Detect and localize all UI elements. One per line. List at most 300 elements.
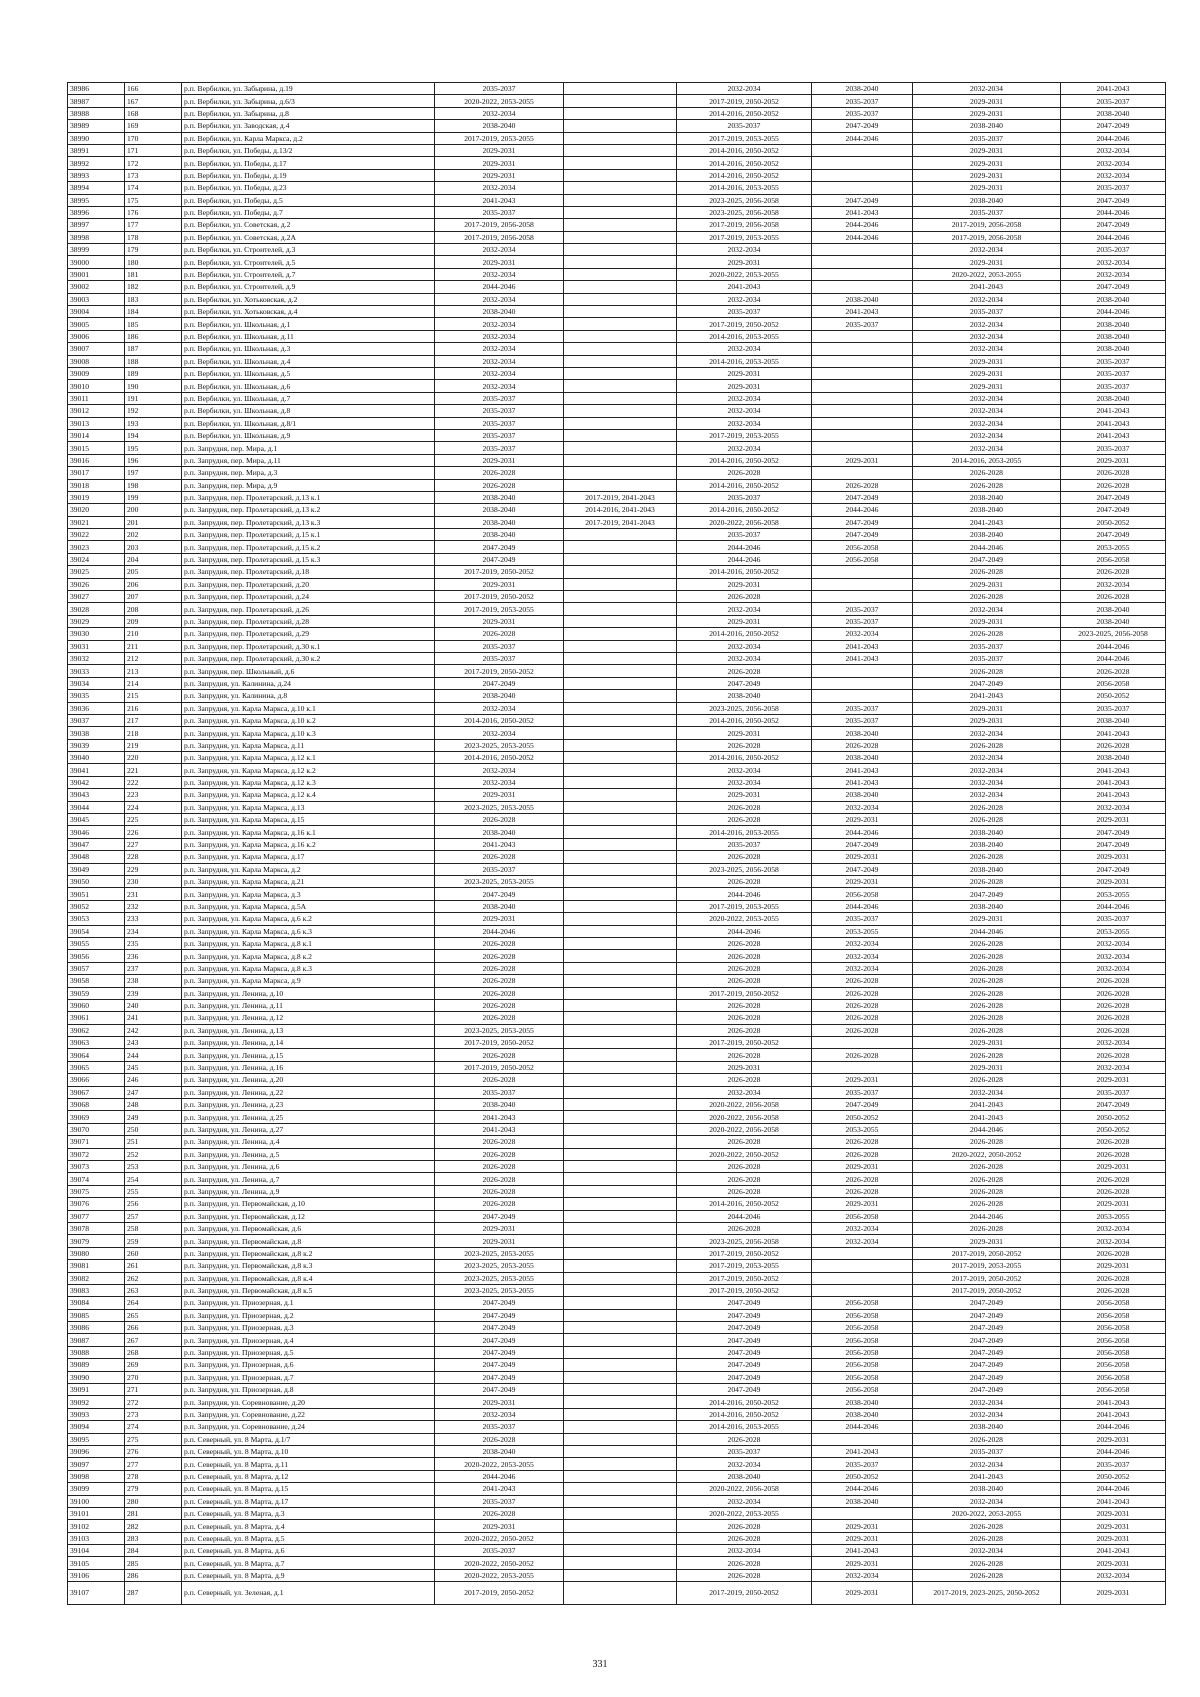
period-col-3-cell: 2026-2028 <box>677 937 812 949</box>
period-col-2-cell <box>564 1198 677 1210</box>
period-col-3-cell: 2035-2037 <box>677 529 812 541</box>
address-cell: р.п. Запрудня, ул. Ленина, д.11 <box>182 999 435 1011</box>
period-col-1-cell: 2041-2043 <box>435 1483 564 1495</box>
period-col-3-cell: 2014-2016, 2050-2052 <box>677 479 812 491</box>
period-col-3-cell: 2023-2025, 2056-2058 <box>677 863 812 875</box>
record-id-cell: 39008 <box>68 355 125 367</box>
address-cell: р.п. Запрудня, пер. Пролетарский, д.13 к.1 <box>182 491 435 503</box>
period-col-5-cell: 2026-2028 <box>913 1557 1061 1569</box>
period-col-2-cell <box>564 169 677 181</box>
address-cell: р.п. Запрудня, пер. Школьный, д.6 <box>182 665 435 677</box>
record-id-cell: 39061 <box>68 1012 125 1024</box>
address-cell: р.п. Запрудня, пер. Пролетарский, д.29 <box>182 628 435 640</box>
period-col-5-cell: 2038-2040 <box>913 863 1061 875</box>
period-col-6-cell: 2026-2028 <box>1061 566 1166 578</box>
period-col-5-cell: 2029-2031 <box>913 615 1061 627</box>
period-col-6-cell: 2029-2031 <box>1061 814 1166 826</box>
period-col-5-cell: 2029-2031 <box>913 157 1061 169</box>
record-id-cell: 39020 <box>68 504 125 516</box>
period-col-6-cell: 2035-2037 <box>1061 913 1166 925</box>
period-col-4-cell: 2029-2031 <box>812 851 913 863</box>
period-col-1-cell: 2044-2046 <box>435 281 564 293</box>
period-col-4-cell: 2026-2028 <box>812 1012 913 1024</box>
period-col-4-cell <box>812 1260 913 1272</box>
period-col-5-cell: 2038-2040 <box>913 1483 1061 1495</box>
period-col-1-cell: 2035-2037 <box>435 83 564 95</box>
period-col-6-cell: 2035-2037 <box>1061 380 1166 392</box>
period-col-4-cell: 2038-2040 <box>812 752 913 764</box>
record-id-cell: 39019 <box>68 491 125 503</box>
row-number-cell: 197 <box>125 467 182 479</box>
period-col-5-cell: 2047-2049 <box>913 1371 1061 1383</box>
record-id-cell: 39063 <box>68 1037 125 1049</box>
record-id-cell: 39080 <box>68 1247 125 1259</box>
period-col-2-cell <box>564 1272 677 1284</box>
period-col-1-cell: 2020-2022, 2050-2052 <box>435 1532 564 1544</box>
period-col-6-cell: 2032-2034 <box>1061 950 1166 962</box>
period-col-1-cell: 2026-2028 <box>435 814 564 826</box>
row-number-cell: 195 <box>125 442 182 454</box>
record-id-cell: 39034 <box>68 677 125 689</box>
period-col-1-cell: 2026-2028 <box>435 1507 564 1519</box>
period-col-5-cell: 2017-2019, 2050-2052 <box>913 1272 1061 1284</box>
period-col-4-cell: 2056-2058 <box>812 553 913 565</box>
table-row <box>68 429 1166 441</box>
row-number-cell: 280 <box>125 1495 182 1507</box>
period-col-6-cell: 2047-2049 <box>1061 838 1166 850</box>
period-col-1-cell: 2029-2031 <box>435 454 564 466</box>
period-col-5-cell: 2029-2031 <box>913 380 1061 392</box>
period-col-3-cell: 2032-2034 <box>677 392 812 404</box>
table-row <box>68 132 1166 144</box>
row-number-cell: 201 <box>125 516 182 528</box>
address-cell: р.п. Вербилки, ул. Карла Маркса, д.2 <box>182 132 435 144</box>
period-col-5-cell: 2032-2034 <box>913 330 1061 342</box>
period-col-6-cell: 2038-2040 <box>1061 343 1166 355</box>
period-col-1-cell: 2047-2049 <box>435 677 564 689</box>
period-col-3-cell: 2029-2031 <box>677 367 812 379</box>
address-cell: р.п. Вербилки, ул. Советская, д.2А <box>182 231 435 243</box>
period-col-1-cell: 2041-2043 <box>435 1123 564 1135</box>
period-col-1-cell: 2035-2037 <box>435 863 564 875</box>
period-col-1-cell: 2029-2031 <box>435 578 564 590</box>
period-col-4-cell: 2041-2043 <box>812 764 913 776</box>
address-cell: р.п. Северный, ул. 8 Марта, д.12 <box>182 1470 435 1482</box>
period-col-5-cell: 2038-2040 <box>913 491 1061 503</box>
period-col-5-cell: 2041-2043 <box>913 1470 1061 1482</box>
period-col-3-cell: 2038-2040 <box>677 1470 812 1482</box>
period-col-2-cell <box>564 1507 677 1519</box>
period-col-3-cell: 2026-2028 <box>677 1433 812 1445</box>
period-col-1-cell: 2032-2034 <box>435 182 564 194</box>
address-cell: р.п. Запрудня, ул. Ленина, д.5 <box>182 1148 435 1160</box>
period-col-4-cell <box>812 591 913 603</box>
period-col-2-cell <box>564 1483 677 1495</box>
table-row <box>68 504 1166 516</box>
record-id-cell: 39043 <box>68 789 125 801</box>
address-cell: р.п. Вербилки, ул. Победы, д.5 <box>182 194 435 206</box>
period-col-1-cell: 2047-2049 <box>435 553 564 565</box>
period-col-2-cell <box>564 120 677 132</box>
schedule-table-container <box>67 82 1148 1605</box>
period-col-1-cell: 2029-2031 <box>435 789 564 801</box>
row-number-cell: 169 <box>125 120 182 132</box>
period-col-4-cell: 2026-2028 <box>812 1049 913 1061</box>
period-col-1-cell: 2035-2037 <box>435 1421 564 1433</box>
period-col-1-cell: 2047-2049 <box>435 1297 564 1309</box>
row-number-cell: 254 <box>125 1173 182 1185</box>
record-id-cell: 39105 <box>68 1557 125 1569</box>
row-number-cell: 208 <box>125 603 182 615</box>
record-id-cell: 39025 <box>68 566 125 578</box>
table-row <box>68 1024 1166 1036</box>
record-id-cell: 39002 <box>68 281 125 293</box>
period-col-4-cell: 2029-2031 <box>812 1520 913 1532</box>
period-col-4-cell: 2032-2034 <box>812 1569 913 1581</box>
period-col-3-cell: 2017-2019, 2050-2052 <box>677 1247 812 1259</box>
address-cell: р.п. Запрудня, ул. Карла Маркса, д.9 <box>182 975 435 987</box>
period-col-5-cell: 2032-2034 <box>913 392 1061 404</box>
period-col-6-cell: 2056-2058 <box>1061 1322 1166 1334</box>
period-col-3-cell: 2014-2016, 2050-2052 <box>677 107 812 119</box>
period-col-1-cell: 2038-2040 <box>435 900 564 912</box>
period-col-6-cell: 2026-2028 <box>1061 665 1166 677</box>
table-row <box>68 194 1166 206</box>
period-col-1-cell: 2038-2040 <box>435 1445 564 1457</box>
address-cell: р.п. Запрудня, ул. Первомайская, д.8 <box>182 1235 435 1247</box>
table-row <box>68 1507 1166 1519</box>
address-cell: р.п. Запрудня, ул. Ленина, д.13 <box>182 1024 435 1036</box>
period-col-4-cell: 2029-2031 <box>812 1557 913 1569</box>
record-id-cell: 39091 <box>68 1384 125 1396</box>
period-col-6-cell: 2029-2031 <box>1061 1160 1166 1172</box>
period-col-5-cell: 2029-2031 <box>913 256 1061 268</box>
table-row <box>68 454 1166 466</box>
period-col-2-cell <box>564 318 677 330</box>
period-col-1-cell: 2035-2037 <box>435 429 564 441</box>
period-col-3-cell: 2044-2046 <box>677 553 812 565</box>
period-col-5-cell: 2047-2049 <box>913 1359 1061 1371</box>
period-col-3-cell: 2038-2040 <box>677 690 812 702</box>
row-number-cell: 269 <box>125 1359 182 1371</box>
address-cell: р.п. Запрудня, пер. Пролетарский, д.24 <box>182 591 435 603</box>
period-col-3-cell: 2026-2028 <box>677 1024 812 1036</box>
period-col-1-cell: 2026-2028 <box>435 467 564 479</box>
period-col-5-cell: 2026-2028 <box>913 1173 1061 1185</box>
period-col-1-cell: 2032-2034 <box>435 293 564 305</box>
table-row <box>68 467 1166 479</box>
period-col-1-cell: 2032-2034 <box>435 380 564 392</box>
address-cell: р.п. Запрудня, ул. Карла Маркса, д.5А <box>182 900 435 912</box>
record-id-cell: 39012 <box>68 405 125 417</box>
row-number-cell: 199 <box>125 491 182 503</box>
record-id-cell: 39085 <box>68 1309 125 1321</box>
period-col-4-cell: 2041-2043 <box>812 640 913 652</box>
period-col-6-cell: 2050-2052 <box>1061 1123 1166 1135</box>
record-id-cell: 39086 <box>68 1322 125 1334</box>
period-col-4-cell: 2029-2031 <box>812 876 913 888</box>
row-number-cell: 205 <box>125 566 182 578</box>
address-cell: р.п. Северный, ул. 8 Марта, д.9 <box>182 1569 435 1581</box>
address-cell: р.п. Запрудня, ул. Ленина, д.27 <box>182 1123 435 1135</box>
row-number-cell: 191 <box>125 392 182 404</box>
address-cell: р.п. Запрудня, ул. Приозерная, д.2 <box>182 1309 435 1321</box>
address-cell: р.п. Вербилки, ул. Хотьковская, д.2 <box>182 293 435 305</box>
address-cell: р.п. Вербилки, ул. Победы, д.23 <box>182 182 435 194</box>
table-row <box>68 219 1166 231</box>
row-number-cell: 286 <box>125 1569 182 1581</box>
period-col-2-cell <box>564 851 677 863</box>
period-col-3-cell: 2032-2034 <box>677 343 812 355</box>
address-cell: р.п. Запрудня, ул. Карла Маркса, д.13 <box>182 801 435 813</box>
period-col-3-cell: 2014-2016, 2050-2052 <box>677 1198 812 1210</box>
period-col-6-cell: 2035-2037 <box>1061 355 1166 367</box>
address-cell: р.п. Запрудня, ул. Ленина, д.25 <box>182 1111 435 1123</box>
period-col-3-cell: 2029-2031 <box>677 380 812 392</box>
period-col-2-cell <box>564 752 677 764</box>
period-col-6-cell: 2056-2058 <box>1061 1384 1166 1396</box>
period-col-6-cell: 2047-2049 <box>1061 194 1166 206</box>
period-col-5-cell: 2047-2049 <box>913 553 1061 565</box>
period-col-5-cell: 2038-2040 <box>913 1421 1061 1433</box>
period-col-5-cell: 2029-2031 <box>913 107 1061 119</box>
period-col-4-cell: 2044-2046 <box>812 504 913 516</box>
period-col-3-cell: 2035-2037 <box>677 491 812 503</box>
page-number: 331 <box>592 1659 608 1670</box>
record-id-cell: 39079 <box>68 1235 125 1247</box>
table-row <box>68 1297 1166 1309</box>
period-col-4-cell: 2038-2040 <box>812 1408 913 1420</box>
table-row <box>68 1148 1166 1160</box>
period-col-6-cell: 2023-2025, 2056-2058 <box>1061 628 1166 640</box>
period-col-2-cell <box>564 293 677 305</box>
period-col-6-cell: 2026-2028 <box>1061 1272 1166 1284</box>
row-number-cell: 174 <box>125 182 182 194</box>
period-col-2-cell <box>564 937 677 949</box>
period-col-1-cell: 2032-2034 <box>435 727 564 739</box>
record-id-cell: 38998 <box>68 231 125 243</box>
period-col-2-cell <box>564 1160 677 1172</box>
period-col-3-cell: 2014-2016, 2053-2055 <box>677 330 812 342</box>
period-col-5-cell: 2026-2028 <box>913 591 1061 603</box>
period-col-4-cell: 2035-2037 <box>812 95 913 107</box>
period-col-5-cell: 2026-2028 <box>913 1532 1061 1544</box>
row-number-cell: 177 <box>125 219 182 231</box>
period-col-4-cell: 2026-2028 <box>812 479 913 491</box>
table-row <box>68 281 1166 293</box>
table-row <box>68 652 1166 664</box>
address-cell: р.п. Запрудня, ул. Карла Маркса, д.15 <box>182 814 435 826</box>
period-col-2-cell <box>564 467 677 479</box>
row-number-cell: 215 <box>125 690 182 702</box>
table-row <box>68 206 1166 218</box>
period-col-5-cell: 2026-2028 <box>913 1198 1061 1210</box>
period-col-4-cell <box>812 169 913 181</box>
address-cell: р.п. Вербилки, ул. Школьная, д.7 <box>182 392 435 404</box>
period-col-2-cell <box>564 1458 677 1470</box>
period-col-2-cell <box>564 429 677 441</box>
period-col-4-cell: 2056-2058 <box>812 1359 913 1371</box>
table-row <box>68 1136 1166 1148</box>
period-col-2-cell <box>564 702 677 714</box>
record-id-cell: 38997 <box>68 219 125 231</box>
period-col-2-cell <box>564 1024 677 1036</box>
period-col-5-cell: 2029-2031 <box>913 1061 1061 1073</box>
address-cell: р.п. Запрудня, ул. Первомайская, д.8 к.5 <box>182 1284 435 1296</box>
record-id-cell: 39107 <box>68 1582 125 1605</box>
period-col-6-cell: 2050-2052 <box>1061 516 1166 528</box>
address-cell: р.п. Вербилки, ул. Строителей, д.3 <box>182 244 435 256</box>
period-col-4-cell <box>812 380 913 392</box>
period-col-3-cell: 2014-2016, 2050-2052 <box>677 752 812 764</box>
row-number-cell: 277 <box>125 1458 182 1470</box>
period-col-5-cell: 2032-2034 <box>913 776 1061 788</box>
period-col-1-cell: 2032-2034 <box>435 330 564 342</box>
period-col-1-cell: 2035-2037 <box>435 392 564 404</box>
period-col-3-cell: 2020-2022, 2056-2058 <box>677 1099 812 1111</box>
period-col-3-cell: 2026-2028 <box>677 1049 812 1061</box>
period-col-5-cell: 2029-2031 <box>913 95 1061 107</box>
period-col-1-cell: 2017-2019, 2050-2052 <box>435 1061 564 1073</box>
row-number-cell: 236 <box>125 950 182 962</box>
row-number-cell: 206 <box>125 578 182 590</box>
period-col-1-cell: 2032-2034 <box>435 1408 564 1420</box>
table-row <box>68 702 1166 714</box>
period-col-1-cell: 2032-2034 <box>435 355 564 367</box>
address-cell: р.п. Вербилки, ул. Школьная, д.3 <box>182 343 435 355</box>
period-col-1-cell: 2023-2025, 2053-2055 <box>435 876 564 888</box>
address-cell: р.п. Запрудня, ул. Приозерная, д.8 <box>182 1384 435 1396</box>
period-col-5-cell: 2047-2049 <box>913 1297 1061 1309</box>
period-col-4-cell: 2026-2028 <box>812 1024 913 1036</box>
record-id-cell: 39005 <box>68 318 125 330</box>
period-col-2-cell <box>564 182 677 194</box>
period-col-6-cell: 2032-2034 <box>1061 1222 1166 1234</box>
period-col-3-cell: 2044-2046 <box>677 888 812 900</box>
period-col-2-cell <box>564 417 677 429</box>
period-col-3-cell: 2017-2019, 2050-2052 <box>677 1284 812 1296</box>
period-col-6-cell: 2047-2049 <box>1061 281 1166 293</box>
period-col-3-cell: 2026-2028 <box>677 1160 812 1172</box>
period-col-4-cell <box>812 281 913 293</box>
record-id-cell: 39106 <box>68 1569 125 1581</box>
table-row <box>68 578 1166 590</box>
address-cell: р.п. Запрудня, ул. Карла Маркса, д.6 к.2 <box>182 913 435 925</box>
row-number-cell: 242 <box>125 1024 182 1036</box>
period-col-2-cell <box>564 405 677 417</box>
record-id-cell: 38995 <box>68 194 125 206</box>
row-number-cell: 228 <box>125 851 182 863</box>
period-col-4-cell: 2038-2040 <box>812 83 913 95</box>
period-col-1-cell: 2026-2028 <box>435 1074 564 1086</box>
period-col-6-cell: 2047-2049 <box>1061 120 1166 132</box>
period-col-3-cell: 2029-2031 <box>677 578 812 590</box>
period-col-2-cell <box>564 1049 677 1061</box>
period-col-4-cell: 2029-2031 <box>812 1532 913 1544</box>
period-col-6-cell: 2056-2058 <box>1061 553 1166 565</box>
period-col-6-cell: 2050-2052 <box>1061 690 1166 702</box>
period-col-2-cell <box>564 479 677 491</box>
row-number-cell: 172 <box>125 157 182 169</box>
period-col-2-cell <box>564 1582 677 1605</box>
record-id-cell: 39024 <box>68 553 125 565</box>
period-col-1-cell: 2026-2028 <box>435 1012 564 1024</box>
period-col-4-cell <box>812 256 913 268</box>
row-number-cell: 219 <box>125 739 182 751</box>
address-cell: р.п. Запрудня, ул. Карла Маркса, д.12 к.2 <box>182 764 435 776</box>
period-col-2-cell <box>564 219 677 231</box>
period-col-6-cell: 2041-2043 <box>1061 776 1166 788</box>
record-id-cell: 39001 <box>68 268 125 280</box>
period-col-4-cell: 2041-2043 <box>812 1545 913 1557</box>
period-col-2-cell <box>564 1545 677 1557</box>
period-col-6-cell: 2056-2058 <box>1061 1346 1166 1358</box>
record-id-cell: 39021 <box>68 516 125 528</box>
period-col-1-cell: 2017-2019, 2053-2055 <box>435 132 564 144</box>
record-id-cell: 39064 <box>68 1049 125 1061</box>
period-col-5-cell: 2014-2016, 2053-2055 <box>913 454 1061 466</box>
period-col-4-cell <box>812 467 913 479</box>
record-id-cell: 39100 <box>68 1495 125 1507</box>
row-number-cell: 190 <box>125 380 182 392</box>
period-col-4-cell: 2047-2049 <box>812 1099 913 1111</box>
period-col-3-cell: 2035-2037 <box>677 838 812 850</box>
period-col-6-cell: 2026-2028 <box>1061 479 1166 491</box>
period-col-4-cell: 2026-2028 <box>812 739 913 751</box>
table-row <box>68 603 1166 615</box>
period-col-1-cell: 2017-2019, 2053-2055 <box>435 603 564 615</box>
period-col-1-cell: 2029-2031 <box>435 913 564 925</box>
period-col-5-cell: 2041-2043 <box>913 1111 1061 1123</box>
record-id-cell: 38993 <box>68 169 125 181</box>
period-col-1-cell: 2047-2049 <box>435 1346 564 1358</box>
record-id-cell: 39094 <box>68 1421 125 1433</box>
period-col-3-cell: 2029-2031 <box>677 1061 812 1073</box>
period-col-4-cell: 2038-2040 <box>812 727 913 739</box>
period-col-5-cell: 2020-2022, 2053-2055 <box>913 1507 1061 1519</box>
table-row <box>68 169 1166 181</box>
record-id-cell: 39004 <box>68 306 125 318</box>
period-col-3-cell: 2032-2034 <box>677 652 812 664</box>
address-cell: р.п. Запрудня, ул. Карла Маркса, д.10 к.3 <box>182 727 435 739</box>
table-row <box>68 541 1166 553</box>
period-col-4-cell: 2056-2058 <box>812 541 913 553</box>
period-col-1-cell: 2023-2025, 2053-2055 <box>435 1260 564 1272</box>
period-col-5-cell: 2026-2028 <box>913 1049 1061 1061</box>
address-cell: р.п. Вербилки, ул. Заводская, д.4 <box>182 120 435 132</box>
record-id-cell: 39065 <box>68 1061 125 1073</box>
table-row <box>68 268 1166 280</box>
period-col-2-cell <box>564 975 677 987</box>
period-col-2-cell <box>564 1396 677 1408</box>
period-col-2-cell <box>564 727 677 739</box>
row-number-cell: 263 <box>125 1284 182 1296</box>
address-cell: р.п. Запрудня, ул. Карла Маркса, д.10 к.2 <box>182 714 435 726</box>
address-cell: р.п. Северный, ул. 8 Марта, д.5 <box>182 1532 435 1544</box>
record-id-cell: 39089 <box>68 1359 125 1371</box>
period-col-2-cell <box>564 677 677 689</box>
row-number-cell: 186 <box>125 330 182 342</box>
row-number-cell: 194 <box>125 429 182 441</box>
period-col-4-cell: 2026-2028 <box>812 1185 913 1197</box>
period-col-5-cell: 2047-2049 <box>913 1309 1061 1321</box>
period-col-4-cell: 2029-2031 <box>812 1582 913 1605</box>
address-cell: р.п. Запрудня, пер. Пролетарский, д.20 <box>182 578 435 590</box>
record-id-cell: 39053 <box>68 913 125 925</box>
period-col-3-cell: 2014-2016, 2053-2055 <box>677 1421 812 1433</box>
period-col-3-cell: 2035-2037 <box>677 306 812 318</box>
record-id-cell: 39057 <box>68 962 125 974</box>
